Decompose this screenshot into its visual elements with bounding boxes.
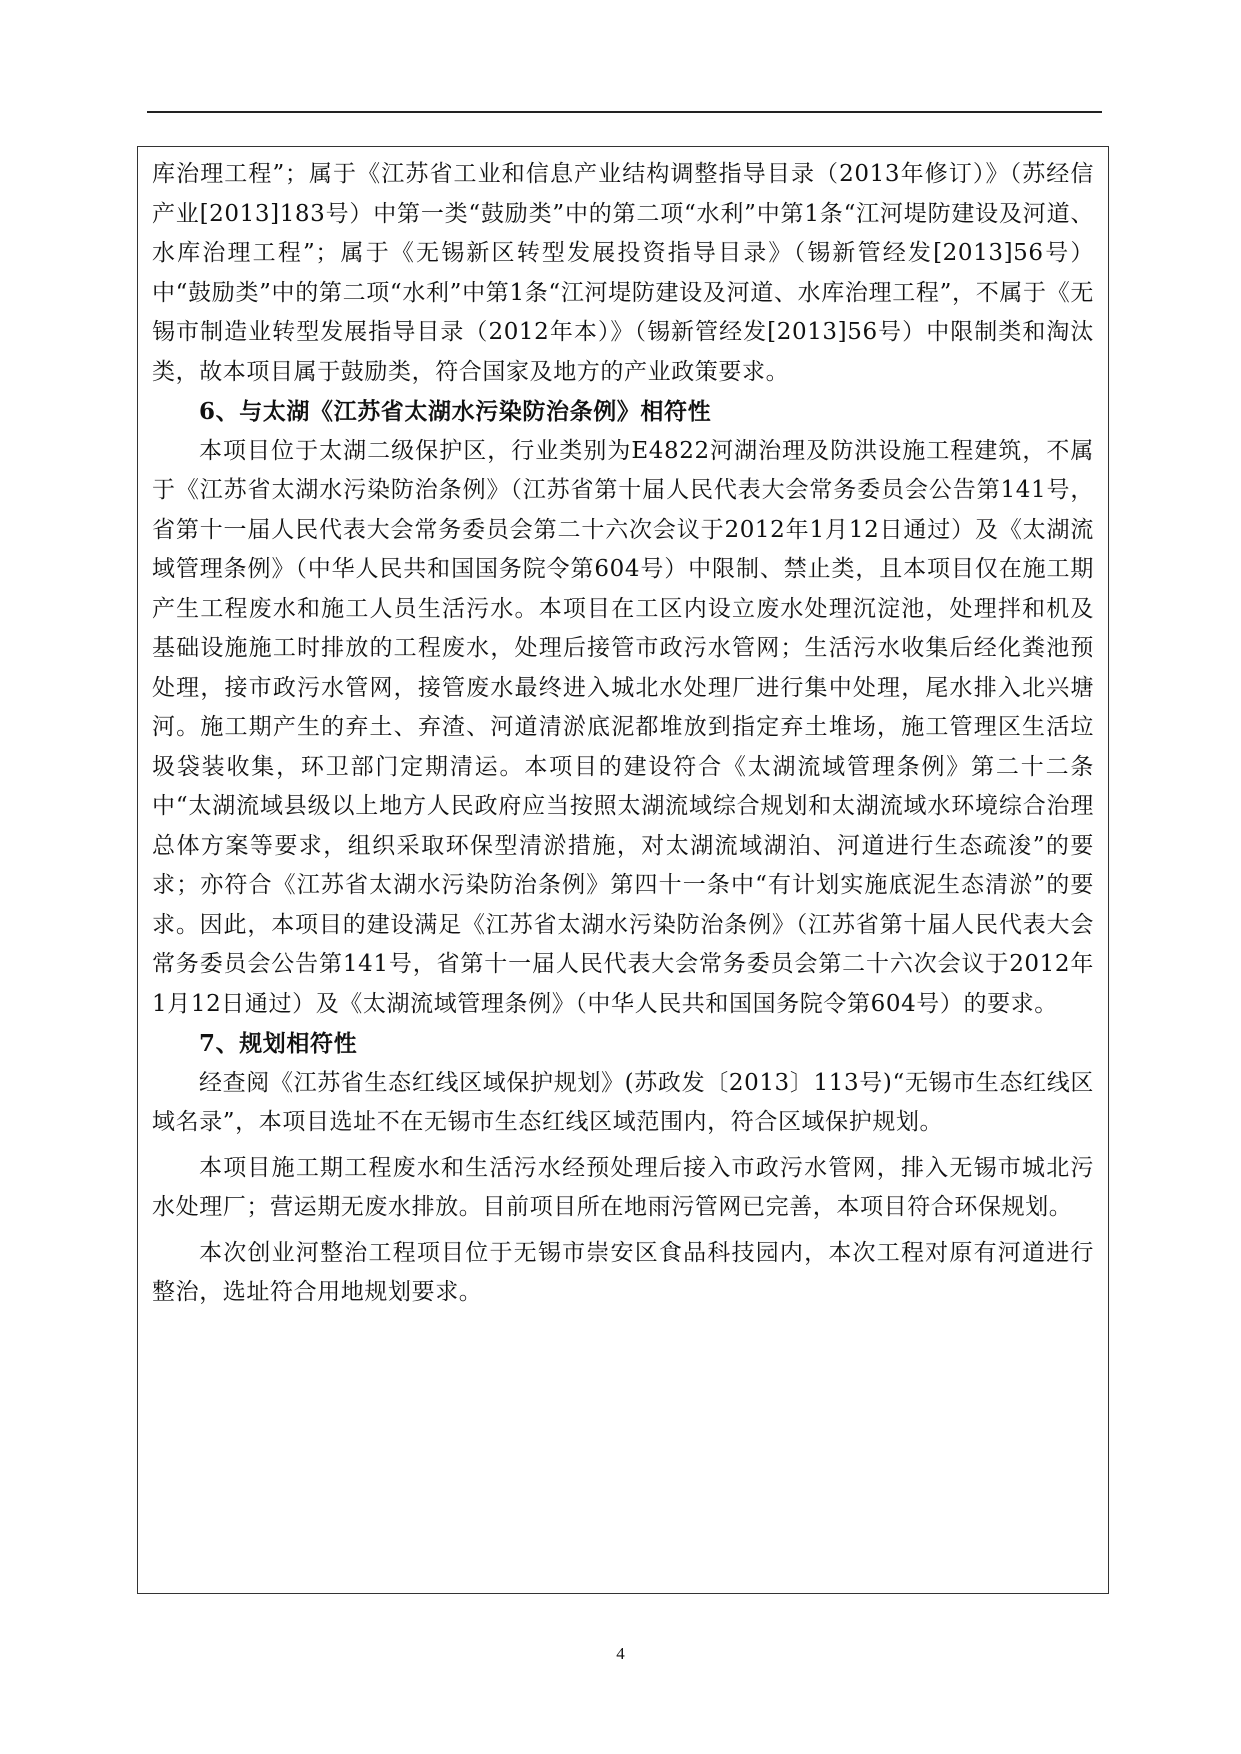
paragraph-ecological-redline: 经查阅《江苏省生态红线区域保护规划》(苏政发〔2013〕113号)“无锡市生态红线区域名录”，本项目选址不在无锡市生态红线区域范围内，符合区域保护规划。 — [152, 1069, 1094, 1135]
section-heading-taihu: 6、与太湖《江苏省太湖水污染防治条例》相符性 — [199, 398, 712, 425]
paragraph-policy-conformity: 库治理工程”；属于《江苏省工业和信息产业结构调整指导目录（2013年修订）》（苏经信产业[2013]183号）中第一类“鼓励类”中的第二项“水利”中第1条“江河堤防建设及河道、水库治理工程”；属于《无锡新区转型发展投资指导目录》（锡新管经发[2013]56号）中“鼓励类”中的第二项“水利”中第1条“江河堤防建设及河道、水库治理工程”，不属于《无锡市制造业转型发展指导目录（2012年本）》（锡新管经发[2013]56号）中限制类和淘汰类，故本项目属于鼓励类，符合国家及地方的产业政策要求。 — [152, 161, 1094, 385]
paragraph-taihu-conformity: 本项目位于太湖二级保护区，行业类别为E4822河湖治理及防洪设施工程建筑，不属于《江苏省太湖水污染防治条例》（江苏省第十届人民代表大会常务委员会公告第141号，省第十一届人民代表大会常务委员会第二十六次会议于2012年1月12日通过）及《太湖流域管理条例》（中华人民共和国国务院令第604号）中限制、禁止类，且本项目仅在施工期产生工程废水和施工人员生活污水。本项目在工区内设立废水处理沉淀池，处理拌和机及基础设施施工时排放的工程废水，处理后接管市政污水管网；生活污水收集后经化粪池预处理，接市政污水管网，接管废水最终进入城北水处理厂进行集中处理，尾水排入北兴塘河。施工期产生的弃土、弃渣、河道清淤底泥都堆放到指定弃土堆场，施工管理区生活垃圾袋装收集，环卫部门定期清运。本项目的建设符合《太湖流域管理条例》第二十二条中“太湖流域县级以上地方人民政府应当按照太湖流域综合规划和太湖流域水环境综合治理总体方案等要求，组织采取环保型清淤措施，对太湖流域湖泊、河道进行生态疏浚”的要求；亦符合《江苏省太湖水污染防治条例》第四十一条中“有计划实施底泥生态清淤”的要求。因此，本项目的建设满足《江苏省太湖水污染防治条例》（江苏省第十届人民代表大会常务委员会公告第141号，省第十一届人民代表大会常务委员会第二十六次会议于2012年1月12日通过）及《太湖流域管理条例》（中华人民共和国国务院令第604号）的要求。 — [152, 437, 1094, 1017]
header-rule — [147, 111, 1102, 113]
page-number: 4 — [616, 1644, 625, 1663]
paragraph-wastewater-planning: 本项目施工期工程废水和生活污水经预处理后接入市政污水管网，排入无锡市城北污水处理厂；营运期无废水排放。目前项目所在地雨污管网已完善，本项目符合环保规划。 — [152, 1154, 1094, 1220]
section-heading-planning: 7、规划相符性 — [199, 1030, 358, 1057]
document-content-box — [137, 146, 1109, 1594]
paragraph-land-use-planning: 本次创业河整治工程项目位于无锡市崇安区食品科技园内，本次工程对原有河道进行整治，选址符合用地规划要求。 — [152, 1239, 1094, 1305]
